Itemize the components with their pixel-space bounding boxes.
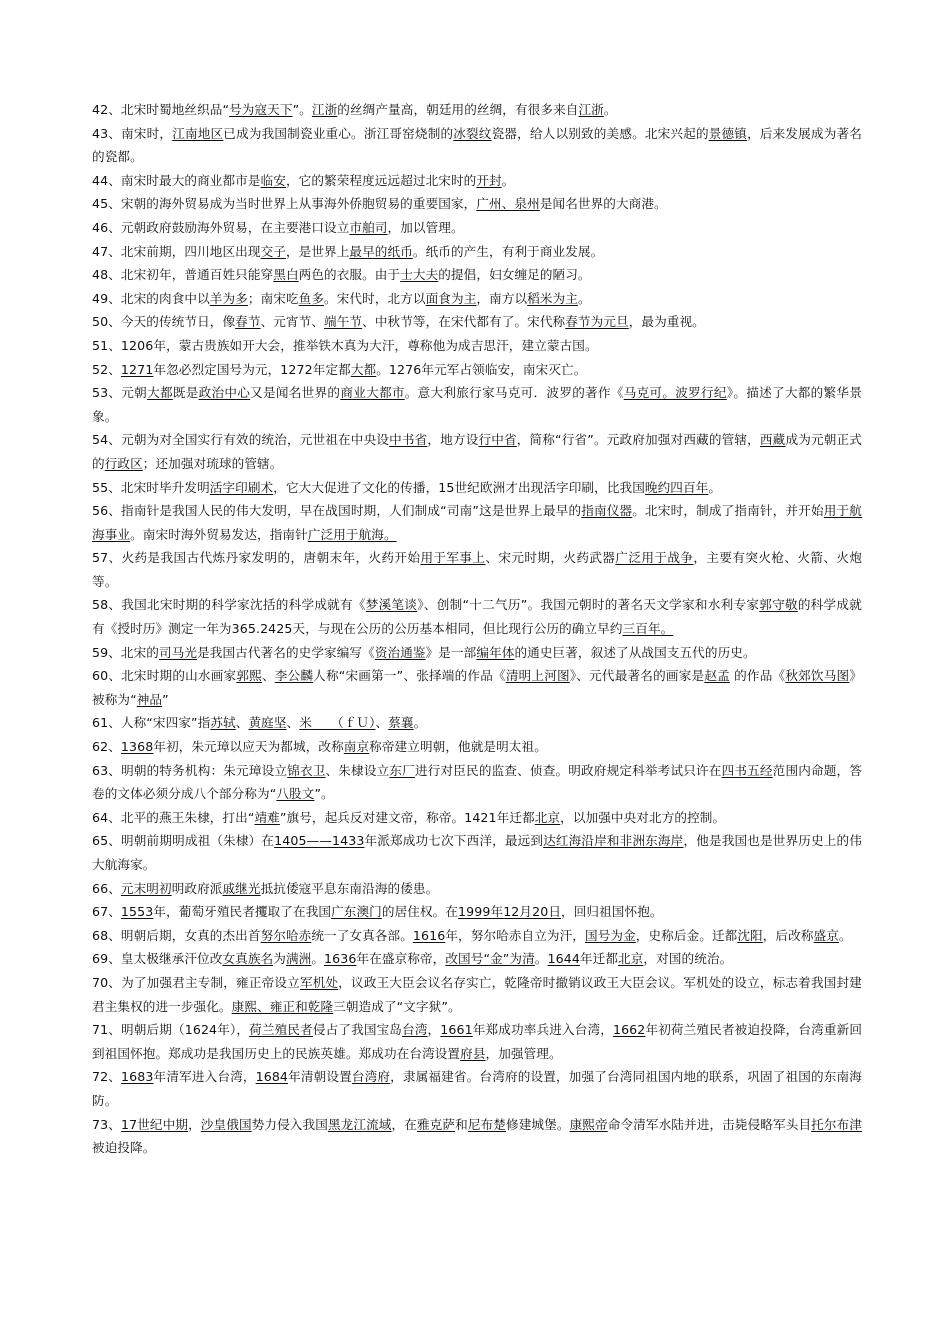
underlined-answer: 春节 (235, 314, 261, 330)
text-segment: 67、 (92, 904, 121, 920)
underlined-answer: 景德镇 (708, 125, 748, 141)
list-item (92, 1113, 862, 1160)
text-segment: 的丝绸产量高，朝廷用的丝绸，有很多来自 (337, 102, 579, 117)
text-segment: 》是一部 (425, 644, 477, 660)
text-segment: 42、北宋时蜀地丝织品“ (92, 102, 230, 117)
text-segment: ， (188, 1116, 201, 1132)
underlined-answer: 市舶司 (349, 219, 388, 235)
text-segment: ，简称“行省”。元政府加强对西藏的管辖， (516, 432, 760, 448)
text-segment: 和 (455, 1116, 468, 1132)
text-segment: 57、火药是我国古代炼丹家发明的，唐朝末年，火药开始 (92, 550, 421, 566)
underlined-answer: 康熙、雍正和乾隆 (231, 998, 334, 1014)
list-item (92, 358, 862, 382)
text-segment: 66、 (92, 880, 121, 896)
text-segment: ，后改称 (762, 927, 814, 943)
underlined-answer: 郭熙 (236, 668, 262, 684)
underlined-answer: 赵孟 (704, 668, 730, 684)
text-segment: 三朝造成了“文字狱”。 (333, 998, 461, 1014)
underlined-answer: 编年体 (476, 644, 515, 660)
underlined-answer: 广泛用于航海。 (307, 526, 397, 542)
text-segment: 的提倡，妇女缠足的陋习。 (438, 267, 591, 283)
underlined-answer: 三百年。 (622, 621, 674, 637)
underlined-answer: 用于航海事业 (92, 503, 863, 542)
list-item (92, 122, 862, 169)
text-segment: 55、北宋时毕升发明 (92, 479, 210, 495)
underlined-answer: 广泛用于战争 (615, 550, 694, 566)
list-item (92, 806, 862, 830)
underlined-answer: 大都 (350, 361, 377, 377)
underlined-answer: 沈阳 (737, 927, 763, 943)
text-segment: 》。描述了大都的繁华景象。 (92, 385, 863, 424)
text-segment: 。 (603, 102, 617, 117)
underlined-answer: 西藏 (759, 432, 786, 448)
underlined-answer: 士大夫 (400, 267, 439, 283)
underlined-answer: 台湾 (402, 1022, 428, 1038)
text-segment: 成为元朝正式的 (92, 432, 862, 471)
underlined-answer: 1662 (612, 1022, 646, 1038)
text-segment: ，最为重视。 (628, 314, 705, 330)
underlined-answer: 四书五经 (721, 762, 773, 778)
underlined-answer: 荷兰殖民者 (249, 1022, 313, 1038)
underlined-answer: 盛京 (813, 927, 839, 943)
underlined-answer: 稻米为主 (527, 290, 578, 306)
text-segment: 》、元代最著名的画家是 (569, 668, 705, 684)
text-segment: 64、北平的燕王朱棣，打出“ (92, 809, 255, 825)
text-segment: 命令清军水陆并进，击毙侵略军头目 (607, 1116, 812, 1132)
text-segment: ；南宋吃 (247, 290, 299, 306)
text-segment: 的通史巨著，叙述了从战国支五代的历史。 (514, 644, 756, 660)
underlined-answer: 康熙帝 (569, 1116, 608, 1132)
text-segment: 、 (286, 715, 300, 731)
text-segment: 48、北宋初年，普通百姓只能穿 (92, 267, 274, 283)
underlined-answer: 元末明初 (120, 880, 172, 896)
underlined-answer: 晚约四百年 (644, 479, 709, 495)
text-segment: 58、我国北宋时期的科学家沈括的科学成就有《 (92, 597, 366, 613)
list-item (92, 240, 862, 264)
list-item (92, 759, 862, 806)
text-segment: 是闻名世界的大商港。 (539, 196, 667, 212)
underlined-answer: 用于军事上 (420, 550, 486, 566)
text-segment: 。 (534, 951, 548, 967)
list-item (92, 310, 862, 334)
text-segment: ，他是我国也是世界历史上的伟大航海家。 (92, 833, 862, 872)
underlined-answer: 蔡襄 (388, 715, 414, 731)
list-item (92, 900, 862, 924)
text-segment: ，它大大促进了文化的传播，15世纪欧洲才出现活字印刷，比我国 (273, 479, 645, 495)
text-segment: 两色的衣服。由于 (298, 267, 401, 283)
text-segment: 。 (577, 290, 591, 306)
underlined-answer: 李公麟 (274, 668, 314, 684)
underlined-answer: 北京 (534, 809, 561, 825)
underlined-answer: 八股文 (276, 786, 315, 802)
underlined-answer: 秋郊饮马图 (785, 668, 850, 684)
underlined-answer: 戚继光 (222, 880, 261, 896)
list-item (92, 476, 862, 500)
text-segment: 年清朝设置 (288, 1069, 352, 1085)
text-segment: 称帝建立明朝，他就是明太祖。 (369, 739, 547, 755)
underlined-answer: 广东澳门 (331, 904, 382, 920)
text-segment: 瓷器，给人以别致的美感。北宋兴起的 (491, 125, 709, 141)
underlined-answer: 指南仪器 (581, 503, 633, 519)
document-page (92, 98, 862, 1160)
underlined-answer: 1684 (255, 1069, 289, 1085)
text-segment: 49、北宋的肉食中以 (92, 290, 210, 306)
text-segment: 年初，朱元璋以应天为都城，改称 (153, 739, 344, 755)
underlined-answer: 交子 (260, 243, 286, 259)
underlined-answer: 改国号“金”为清 (445, 951, 535, 967)
text-segment: 统一了女真各部。 (311, 927, 413, 943)
text-segment: 范围内命题，答卷的文体必须分成八个部分称为“ (92, 762, 863, 802)
text-segment: ，南方以 (476, 290, 528, 306)
underlined-answer: 春节为元旦 (565, 314, 629, 330)
list-item (92, 216, 862, 240)
underlined-answer: 女真族名 (222, 951, 274, 967)
text-segment: 既是 (172, 385, 199, 401)
text-segment: 51、1206年，蒙古贵族如开大会，推举铁木真为大汗，尊称他为成吉思汗，建立蒙古国。 (92, 337, 598, 353)
underlined-answer: 中书省 (389, 432, 428, 448)
underlined-answer: 临安 (260, 172, 286, 188)
text-segment: 为 (273, 951, 286, 967)
text-segment: 又是闻名世界的 (250, 385, 341, 401)
text-segment: 明政府派 (171, 880, 223, 896)
underlined-answer: 1661 (440, 1022, 473, 1038)
underlined-answer: 开封 (476, 172, 502, 188)
list-item (92, 287, 862, 311)
text-segment: 54、元朝为对全国实行有效的统治，元世祖在中央设 (92, 432, 390, 448)
text-segment: 年在盛京称帝， (356, 951, 446, 967)
list-item (92, 499, 862, 546)
underlined-answer: 东厂 (389, 762, 415, 778)
text-segment: 52、 (92, 361, 121, 377)
underlined-answer: 黑龙江流域 (327, 1116, 392, 1132)
text-segment: 61、人称“宋四家”指 (92, 715, 211, 731)
underlined-answer: 端午节 (324, 314, 363, 330)
text-segment: 。1276年元军占领临安，南宋灭亡。 (376, 361, 587, 377)
underlined-answer: 江浙 (578, 102, 604, 117)
text-segment: 的科学成就有《授时历》测定一年为365.2425天，与现在公历的公历基本相同，但比现行公历的确立早约 (92, 597, 862, 637)
underlined-answer: 达红海沿岸和非洲东海岸 (543, 833, 684, 849)
underlined-answer: 行中省 (478, 432, 517, 448)
list-item (92, 641, 862, 665)
underlined-answer: 1368 (120, 739, 154, 755)
text-segment: 59、北宋的 (92, 644, 159, 660)
underlined-answer: 满洲 (285, 951, 312, 967)
text-segment: 。 (838, 927, 852, 943)
underlined-answer: 托尔布津 (811, 1116, 863, 1132)
text-segment: ”旗号，起兵反对建文帝，称帝。1421年迁都 (279, 809, 535, 825)
text-segment: 、宋元时期，火药武器 (485, 550, 616, 566)
underlined-answer: 活字印刷术 (209, 479, 274, 495)
underlined-answer: 府县 (460, 1045, 486, 1061)
text-segment: 》被称为“ (92, 668, 863, 707)
list-item (92, 735, 862, 759)
text-segment: 65、明朝前期明成祖（朱棣）在 (92, 833, 275, 849)
underlined-answer: 面食为主 (425, 290, 477, 306)
text-segment: 。纸币的产生，有利于商业发展。 (412, 243, 604, 259)
underlined-answer: 1271 (120, 361, 154, 377)
underlined-answer: 苏轼 (210, 715, 236, 731)
underlined-answer: 冰裂纹 (453, 125, 492, 141)
list-item (92, 971, 862, 1018)
text-segment: 侵占了我国宝岛 (312, 1022, 403, 1038)
underlined-answer: 军机处 (299, 974, 339, 990)
text-segment: 年清军进入台湾， (153, 1069, 256, 1085)
underlined-answer: 郭守敬 (759, 597, 798, 613)
text-segment: 。南宋时海外贸易发达，指南针 (130, 526, 308, 542)
list-item (92, 98, 862, 122)
text-segment: ；还加强对琉球的管辖。 (142, 455, 283, 471)
text-segment: 71、明朝后期（1624年）， (92, 1022, 250, 1038)
underlined-answer: 神品 (136, 691, 163, 707)
text-segment: 年，葡萄牙殖民者攫取了在我国 (153, 904, 332, 920)
underlined-answer: 司马光 (159, 644, 198, 660)
text-segment: ，以加强中央对北方的控制。 (560, 809, 726, 825)
text-segment: 、 (375, 715, 389, 731)
text-segment: 69、皇太极继承汗位改 (92, 951, 223, 967)
text-segment: 年迁都 (579, 951, 619, 967)
underlined-answer: 黑白 (273, 267, 299, 283)
text-segment: ，回归祖国怀抱。 (561, 904, 663, 920)
underlined-answer: 梦溪笔谈 (365, 597, 418, 613)
underlined-answer: 1636 (324, 951, 357, 967)
text-segment: 。 (413, 715, 427, 731)
text-segment: 68、明朝后期，女真的杰出首 (92, 927, 261, 943)
text-segment: ，加强管理。 (485, 1045, 562, 1061)
text-segment: ，地方设 (427, 432, 479, 448)
underlined-answer: 羊为多 (209, 290, 248, 306)
text-segment: ”。 (292, 102, 312, 117)
list-item (92, 169, 862, 193)
text-segment: ，是世界上 (285, 243, 350, 259)
text-segment: 63、明朝的特务机构：朱元璋设立 (92, 762, 288, 778)
text-segment: 53、元朝 (92, 385, 148, 401)
list-item (92, 546, 862, 593)
underlined-answer: 1553 (120, 904, 154, 920)
text-segment: 年派郑成功七次下西洋，最远到 (364, 833, 544, 849)
underlined-answer: 尼布楚 (467, 1116, 506, 1132)
underlined-answer: 最早的纸币 (349, 243, 413, 259)
list-item (92, 829, 862, 876)
list-item (92, 947, 862, 971)
underlined-answer: 努尔哈赤 (260, 927, 312, 943)
text-segment: 56、指南针是我国人民的伟大发明，早在战国时期，人们制成“司南”这是世界上最早的 (92, 503, 582, 519)
underlined-answer: 江浙 (311, 102, 338, 117)
text-segment: 72、 (92, 1069, 122, 1085)
text-segment: 抵抗倭寇平息东南沿海的倭患。 (260, 880, 439, 896)
underlined-answer: 国号为金 (585, 927, 636, 943)
text-segment: 。 (311, 951, 325, 967)
underlined-answer: 黄庭坚 (248, 715, 287, 731)
underlined-answer: 南京 (343, 739, 370, 755)
text-segment: 。宋代时，北方以 (324, 290, 426, 306)
list-item (92, 924, 862, 948)
underlined-answer: 江南地区 (172, 125, 224, 141)
list-item (92, 192, 862, 216)
text-segment: 年初荷兰殖民者被迫投降，台湾重新回到祖国怀抱。郑成功是我国历史上的民族英雄。郑成功在台湾设置 (92, 1022, 863, 1061)
list-item (92, 334, 862, 358)
text-segment: 。 (708, 479, 722, 495)
underlined-answer: 大都 (147, 385, 173, 401)
underlined-answer: 清明上河图 (505, 668, 570, 684)
underlined-answer: 雅克萨 (416, 1116, 456, 1132)
underlined-answer: 资治通鉴 (374, 644, 426, 660)
text-segment: 是我国古代著名的史学家编写《 (197, 644, 375, 660)
text-segment: 50、今天的传统节日，像 (92, 314, 236, 330)
text-segment: 47、北宋前期，四川地区出现 (92, 243, 261, 259)
underlined-answer: 靖难 (254, 809, 280, 825)
text-segment: 。意大利旅行家马克可．波罗的著作《 (404, 385, 624, 401)
underlined-answer: 商业大都市 (340, 385, 405, 401)
list-item (92, 664, 862, 711)
text-segment: 年忽必烈定国号为元，1272年定都 (153, 361, 351, 377)
underlined-answer: 政治中心 (198, 385, 251, 401)
list-item (92, 711, 862, 735)
text-segment: 的居住权。在 (381, 904, 459, 920)
text-segment: 、 (261, 668, 275, 684)
text-segment: 、朱棣设立 (325, 762, 390, 778)
text-segment: 。北宋时，制成了指南针，并开始 (632, 503, 824, 519)
underlined-answer: 1644 (547, 951, 580, 967)
text-segment: ，在 (391, 1116, 417, 1132)
text-segment: 》、创制“十二气历”。我国元朝时的著名天文学家和水利专家 (417, 597, 760, 613)
text-segment: ” (162, 691, 169, 707)
text-segment: 43、南宋时， (92, 125, 173, 141)
list-item (92, 1018, 862, 1065)
text-segment: ，史称后金。迁都 (635, 927, 738, 943)
text-segment: ，主要有突火枪、火箭、火炮等。 (92, 550, 863, 589)
underlined-answer: 行政区 (104, 455, 143, 471)
text-segment: 46、元朝政府鼓励海外贸易，在主要港口设立 (92, 219, 350, 235)
underlined-answer: 米 （ｆＵ） (299, 715, 376, 731)
text-segment: 73、 (92, 1116, 121, 1132)
text-segment: 62、 (92, 739, 121, 755)
underlined-answer: 北京 (618, 951, 644, 967)
text-segment: 进行对臣民的监查、侦查。明政府规定科举考试只许在 (414, 762, 722, 778)
list-item (92, 428, 862, 475)
underlined-answer: 锦衣卫 (287, 762, 326, 778)
text-segment: ”。 (314, 786, 334, 802)
text-segment: 60、北宋时期的山水画家 (92, 668, 237, 684)
text-segment: 已成为我国制瓷业重心。浙江哥窑烧制的 (223, 125, 454, 141)
list-item (92, 381, 862, 428)
text-segment: 44、南宋时最大的商业都市是 (92, 172, 261, 188)
list-item (92, 593, 862, 640)
text-segment: ，加以管理。 (387, 219, 464, 235)
underlined-answer: 马克可。波罗行纪 (623, 385, 727, 401)
text-segment: 的作品《 (729, 668, 786, 684)
list-item (92, 877, 862, 901)
text-segment: 、 (235, 715, 249, 731)
text-segment: ， (427, 1022, 441, 1038)
text-segment: 势力侵入我国 (251, 1116, 328, 1132)
underlined-answer: 沙皇俄国 (200, 1116, 252, 1132)
text-segment: 年郑成功率兵进入台湾， (472, 1022, 613, 1038)
underlined-answer: 号为寇天下 (229, 102, 293, 117)
text-segment: ，后来发展成为著名的瓷都。 (92, 125, 862, 165)
underlined-answer: 鱼多 (298, 290, 325, 306)
text-segment: 45、宋朝的海外贸易成为当时世界上从事海外侨胞贸易的重要国家， (92, 196, 477, 212)
list-item (92, 263, 862, 287)
text-segment: 人称“宋画第一”、张择端的作品《 (313, 668, 506, 684)
list-item (92, 1065, 862, 1112)
text-segment: 。 (501, 172, 515, 188)
underlined-answer: 1405——1433 (274, 833, 365, 849)
text-segment: 被迫投降。 (92, 1140, 156, 1156)
underlined-answer: 1616 (412, 927, 446, 943)
underlined-answer: 17世纪中期 (120, 1116, 189, 1132)
text-segment: ，对国的统治。 (643, 951, 733, 967)
text-segment: ，它的繁荣程度远远超过北宋时的 (285, 172, 477, 188)
text-segment: ，议政王大臣会议名存实亡，乾隆帝时撤销议政王大臣会议。军机处的设立，标志着我国封建君主集权的进一步强化。 (92, 974, 862, 1014)
text-segment: 年，努尔哈赤自立为汗， (445, 927, 585, 943)
text-segment: 、中秋节等，在宋代都有了。宋代称 (362, 314, 566, 330)
underlined-answer: 广州、泉州 (476, 196, 540, 212)
underlined-answer: 1683 (121, 1069, 154, 1085)
text-segment: 70、为了加强君主专制，雍正帝设立 (92, 974, 300, 990)
underlined-answer: 1999年12月20日 (458, 904, 562, 920)
text-segment: 修建城堡。 (506, 1116, 570, 1132)
text-segment: ，隶属福建省。台湾府的设置，加强了台湾同祖国内地的联系，巩固了祖国的东南海防。 (92, 1069, 862, 1108)
text-segment: 、元宵节、 (260, 314, 325, 330)
underlined-answer: 台湾府 (351, 1069, 391, 1085)
